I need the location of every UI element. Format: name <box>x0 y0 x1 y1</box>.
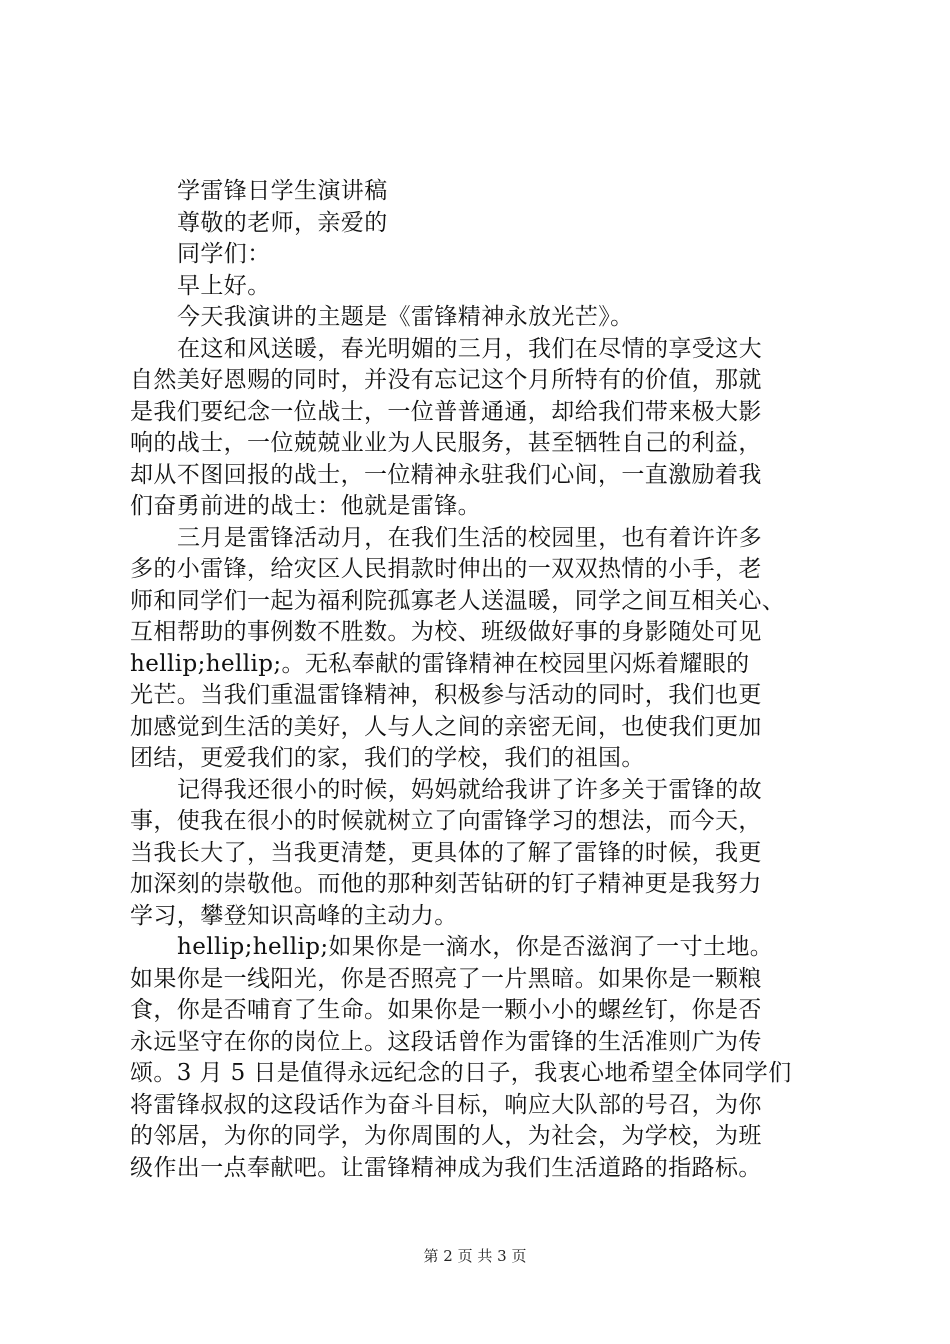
text-line: 将雷锋叔叔的这段话作为奋斗目标，响应大队部的号召，为你 <box>130 1091 762 1118</box>
paragraph <box>130 932 830 1184</box>
text-line: 事，使我在很小的时候就树立了向雷锋学习的想法，而今天， <box>130 808 762 834</box>
text-line: 记得我还很小的时候，妈妈就给我讲了许多关于雷锋的故 <box>177 776 762 803</box>
text-line: 食，你是否哺育了生命。如果你是一颗小小的螺丝钉，你是否 <box>130 997 762 1023</box>
text-line: hellip;hellip;。无私奉献的雷锋精神在校园里闪烁着耀眼的 <box>130 650 750 677</box>
text-line: 当我长大了，当我更清楚，更具体的了解了雷锋的时候，我更 <box>130 839 762 866</box>
text-line: 加感觉到生活的美好，人与人之间的亲密无间，也使我们更加 <box>130 713 762 740</box>
text-line: 团结，更爱我们的家，我们的学校，我们的祖国。 <box>130 745 645 771</box>
text-line: 的邻居，为你的同学，为你周围的人，为社会，为学校，为班 <box>130 1123 762 1149</box>
text-line: 三月是雷锋活动月，在我们生活的校园里，也有着许许多 <box>177 524 762 551</box>
page-number: 第 2 页 共 3 页 <box>423 1247 527 1265</box>
text-line: 级作出一点奉献吧。让雷锋精神成为我们生活道路的指路标。 <box>130 1154 762 1181</box>
document-title: 学雷锋日学生演讲稿 <box>177 178 388 204</box>
text-line: 响的战士，一位兢兢业业为人民服务，甚至牺牲自己的利益， <box>130 430 762 456</box>
text-line: 却从不图回报的战士，一位精神永驻我们心间，一直激励着我 <box>130 461 762 488</box>
paragraph <box>130 523 830 775</box>
text-line: 自然美好恩赐的同时，并没有忘记这个月所特有的价值，那就 <box>130 367 762 393</box>
text-line: 在这和风送暖，春光明媚的三月，我们在尽情的享受这大 <box>177 335 762 362</box>
text-line: 是我们要纪念一位战士，一位普普通通，却给我们带来极大影 <box>130 398 762 425</box>
topic-line: 今天我演讲的主题是《雷锋精神永放光芒》。 <box>177 304 634 330</box>
paragraph <box>130 334 830 523</box>
text-line: 学习，攀登知识高峰的主动力。 <box>130 902 458 929</box>
text-line: 师和同学们一起为福利院孤寡老人送温暖，同学之间互相关心、 <box>130 587 786 614</box>
text-line: 多的小雷锋，给灾区人民捐款时伸出的一双双热情的小手，老 <box>130 556 762 582</box>
text-line: 光芒。当我们重温雷锋精神，积极参与活动的同时，我们也更 <box>130 682 762 708</box>
document-body <box>130 176 830 1184</box>
text-line: 互相帮助的事例数不胜数。为校、班级做好事的身影随处可见 <box>130 619 762 645</box>
salutation-line: 同学们： <box>177 241 271 267</box>
text-line: 如果你是一线阳光，你是否照亮了一片黑暗。如果你是一颗粮 <box>130 965 762 992</box>
text-line: 永远坚守在你的岗位上。这段话曾作为雷锋的生活准则广为传 <box>130 1028 762 1055</box>
greeting-line: 早上好。 <box>177 272 271 299</box>
text-line: 加深刻的崇敬他。而他的那种刻苦钻研的钉子精神更是我努力 <box>130 871 762 897</box>
text-line: hellip;hellip;如果你是一滴水，你是否滋润了一寸土地。 <box>177 934 774 960</box>
salutation-line: 尊敬的老师，亲爱的 <box>177 209 388 236</box>
paragraph <box>130 775 830 933</box>
text-line: 颂。3 月 5 日是值得永远纪念的日子，我衷心地希望全体同学们 <box>130 1060 792 1086</box>
text-line: 们奋勇前进的战士：他就是雷锋。 <box>130 493 481 519</box>
